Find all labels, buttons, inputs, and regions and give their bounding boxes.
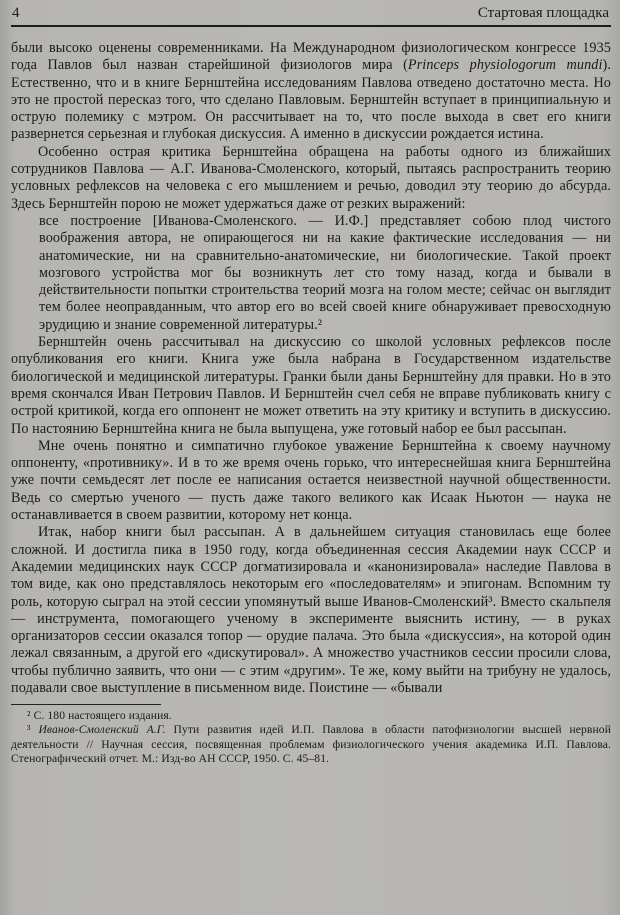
footnote-3-marker: ³ xyxy=(27,723,39,737)
footnote-3-text: Пути развития идей И.П. Павлова в области патофизиологии высшей нервной деятельности // Научная сессия, посвященная проблемам физиологического учения академика И.П. Павлова. Стенографический отчет. М.: Изд-во АН СССР, 1950. С. 45–81. xyxy=(11,723,612,765)
footnote-3-author: Иванов-Смоленский А.Г. xyxy=(38,723,166,737)
header-rule xyxy=(11,25,611,27)
running-title: Стартовая площадка xyxy=(477,5,609,21)
block-quote: все построение [Иванова-Смоленского. — И.Ф.] представляет собою плод чистого воображения автора, не опирающегося ни на какие фактические исследования — ни анатомические, ни на сравнительно-анатомические, ни биологические. Такой проект мозгового устройства мог бы возникнуть лет сто тому назад, когда и бывали в действительности попытки строительства теорий мозга на голом месте; сейчас он выглядит тем более неоправданным, что автор его во всей своей книге обнаруживает превосходную эрудицию и знание современной литературы.² xyxy=(39,212,611,333)
paragraph-2: Особенно острая критика Бернштейна обращена на работы одного из ближайших сотрудников Павлова — А.Г. Иванова-Смоленского, который, пытаясь распространить теорию условных рефлексов на человека с его мышлением и речью, доводил эту теорию до абсурда. Здесь Бернштейн порою не может удержаться даже от резких выражений: xyxy=(11,143,611,212)
footnote-3 xyxy=(11,723,611,766)
latin-phrase: Princeps physiologorum mundi xyxy=(407,57,603,74)
page-body xyxy=(11,40,611,697)
page-number: 4 xyxy=(12,5,20,21)
paragraph-4: Мне очень понятно и симпатично глубокое уважение Бернштейна к своему научному оппоненту, «противнику». И в то же время очень горько, что интереснейшая книга Бернштейна уже почти семьдесят лет после ее написания остается неизвестной научной общественности. Ведь со смертью ученого — пусть даже такого великого как Исаак Ньютон — наука не останавливается в своем развитии, которому нет конца. xyxy=(11,437,611,524)
page-header xyxy=(11,5,611,22)
paragraph-1 xyxy=(11,40,611,144)
paragraph-3: Бернштейн очень рассчитывал на дискуссию со школой условных рефлексов после опубликования его книги. Книга уже была набрана в Государственном издательстве биологической и медицинской литературы. Гранки были даны Бернштейну для правки. Но в это время скончался Иван Петрович Павлов. И Бернштейн счел себя не вправе публиковать книгу с острой критикой, когда его оппонент не может ответить на эту критику и вступить в дискуссию. По настоянию Бернштейна книга не была выпущена, уже готовый набор ее был рассыпан. xyxy=(11,334,611,437)
footnote-rule xyxy=(11,704,161,705)
paragraph-5: Итак, набор книги был рассыпан. А в дальнейшем ситуация становилась еще более сложной. И достигла пика в 1950 году, когда объединенная сессия Академии наук СССР и Академии медицинских наук СССР догматизировала и «канонизировала» наследие Павлова в том виде, как оно представлялось некоторым его «последователям» и эпигонам. Вспомним ту роль, которую сыграл на этой сессии упомянутый выше Иванов-Смоленский³. Вместо скальпеля — инструмента, помогающего ученому в эксперименте выяснить истину, — в руках организаторов сессии оказался топор — орудие палача. Это была «дискуссия», на которой один лежал связанным, а другой его «дискутировал». А множество участников сессии просили слова, чтобы публично заявить, что они — с этим «другим». Те же, кому выйти на трибуну не удалось, подавали свое выступление в письменном виде. Поистине — «бывали xyxy=(11,524,611,696)
footnotes-section xyxy=(11,704,611,766)
footnote-2: ² С. 180 настоящего издания. xyxy=(27,709,172,723)
paragraph-1-text-after: ). Естественно, что и в книге Бернштейна исследованиям Павлова отведено достаточно места. Но это не простой пересказ того, что сделано Павловым. Бернштейн вступает в принципиальную и острую полемику с мэтром. Он рассчитывает на то, что после выхода в свет его книги развернется серьезная и глубокая дискуссия. А именно в дискуссии рождается истина. xyxy=(11,57,611,143)
paragraph-1-text-before: были высоко оценены современниками. На Международном физиологическом конгрессе 1935 года Павлов был назван старейшиной физиологов мира ( xyxy=(11,40,611,74)
